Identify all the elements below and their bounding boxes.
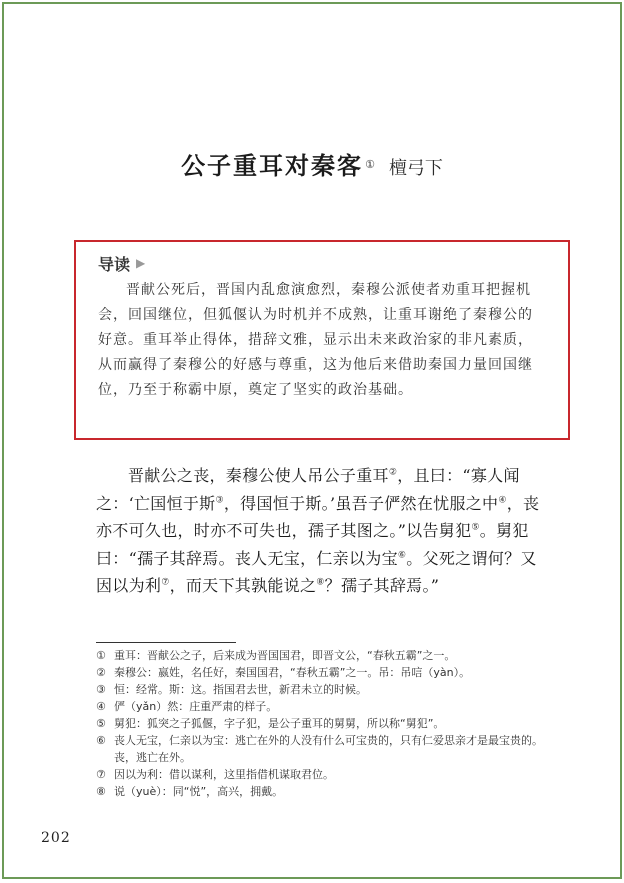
title-footnote-marker: ① <box>365 157 375 171</box>
footnote-number: ① <box>96 649 106 662</box>
main-paragraph <box>96 462 544 600</box>
guide-heading <box>98 250 546 276</box>
footnote-item <box>96 698 544 715</box>
footnote-item <box>96 766 544 783</box>
footnote-text: 俨（yǎn）然：庄重严肃的样子。 <box>114 700 278 713</box>
title-row <box>4 146 620 181</box>
main-text <box>96 462 544 600</box>
page-number: 202 <box>41 830 71 846</box>
guide-box <box>74 240 570 440</box>
main-text-segment: ，且曰：“寡人闻之：‘亡国恒于斯 <box>96 466 520 513</box>
footnote-ref: ⑤ <box>471 522 480 533</box>
footnote-text: 重耳：晋献公之子，后来成为晋国国君，即晋文公，“春秋五霸”之一。 <box>114 649 456 662</box>
footnote-text: 因以为利：借以谋利，这里指借机谋取君位。 <box>114 768 334 781</box>
footnote-item <box>96 783 544 800</box>
footnote-text: 秦穆公：嬴姓，名任好，秦国国君，“春秋五霸”之一。吊：吊唁（yàn）。 <box>114 666 471 679</box>
main-text-segment: ，丧亦不可久也，时亦不可失也，孺子其图之。”以告舅犯 <box>96 493 540 540</box>
book-page <box>2 2 622 879</box>
footnote-ref: ④ <box>498 495 507 506</box>
footnote-item <box>96 664 544 681</box>
footnote-ref: ③ <box>215 495 224 506</box>
title-source: 檀弓下 <box>388 158 443 179</box>
footnote-number: ⑤ <box>96 717 106 730</box>
main-text-segment: 晋献公之丧，秦穆公使人吊公子重耳 <box>128 466 389 485</box>
footnote-item <box>96 715 544 732</box>
footnote-text: 舅犯：狐突之子狐偃，字子犯，是公子重耳的舅舅，所以称“舅犯”。 <box>114 717 445 730</box>
footnote-ref: ② <box>388 467 398 478</box>
footnote-ref: ⑦ <box>161 577 170 588</box>
footnote-number: ② <box>96 666 106 679</box>
footnotes <box>96 647 544 800</box>
guide-heading-label: 导读 <box>98 254 131 274</box>
footnote-item <box>96 681 544 698</box>
footnote-text: 说（yuè）：同“悦”，高兴，拥戴。 <box>114 785 284 798</box>
footnote-number: ④ <box>96 700 106 713</box>
footnote-text: 丧人无宝，仁亲以为宝：逃亡在外的人没有什么可宝贵的，只有仁爱思亲才是最宝贵的。丧，逃亡在外。 <box>114 734 543 764</box>
footnote-item <box>96 732 544 766</box>
guide-text: 晋献公死后，晋国内乱愈演愈烈，秦穆公派使者劝重耳把握机会，回国继位，但狐偃认为时机并不成熟，让重耳谢绝了秦穆公的好意。重耳举止得体，措辞文雅，显示出未来政治家的非凡素质，从而赢得了秦穆公的好感与尊重，这为他后来借助秦国力量回国继位，乃至于称霸中原，奠定了坚实的政治基础。 <box>98 282 533 398</box>
footnote-item <box>96 647 544 664</box>
footnote-divider <box>96 642 236 643</box>
footnote-text: 恒：经常。斯：这。指国君去世，新君未立的时候。 <box>114 683 367 696</box>
main-text-segment: ，而天下其孰能说之 <box>169 576 317 595</box>
play-arrow-icon: ▶ <box>136 256 146 270</box>
footnote-ref: ⑧ <box>316 577 325 588</box>
footnote-number: ③ <box>96 683 106 696</box>
main-text-segment: 。舅犯曰：“孺子其辞焉。丧人无宝，仁亲以为宝 <box>96 521 529 568</box>
footnote-number: ⑦ <box>96 768 106 781</box>
page-title: 公子重耳对秦客 <box>181 151 364 180</box>
footnote-ref: ⑥ <box>397 550 407 561</box>
main-text-segment: 。父死之谓何？又因以为利 <box>96 548 537 595</box>
main-text-segment: ，得国恒于斯。’虽吾子俨然在忧服之中 <box>223 493 499 513</box>
footnote-number: ⑧ <box>96 785 106 798</box>
footnote-number: ⑥ <box>96 734 106 747</box>
main-text-segment: ？孺子其辞焉。” <box>324 576 440 595</box>
